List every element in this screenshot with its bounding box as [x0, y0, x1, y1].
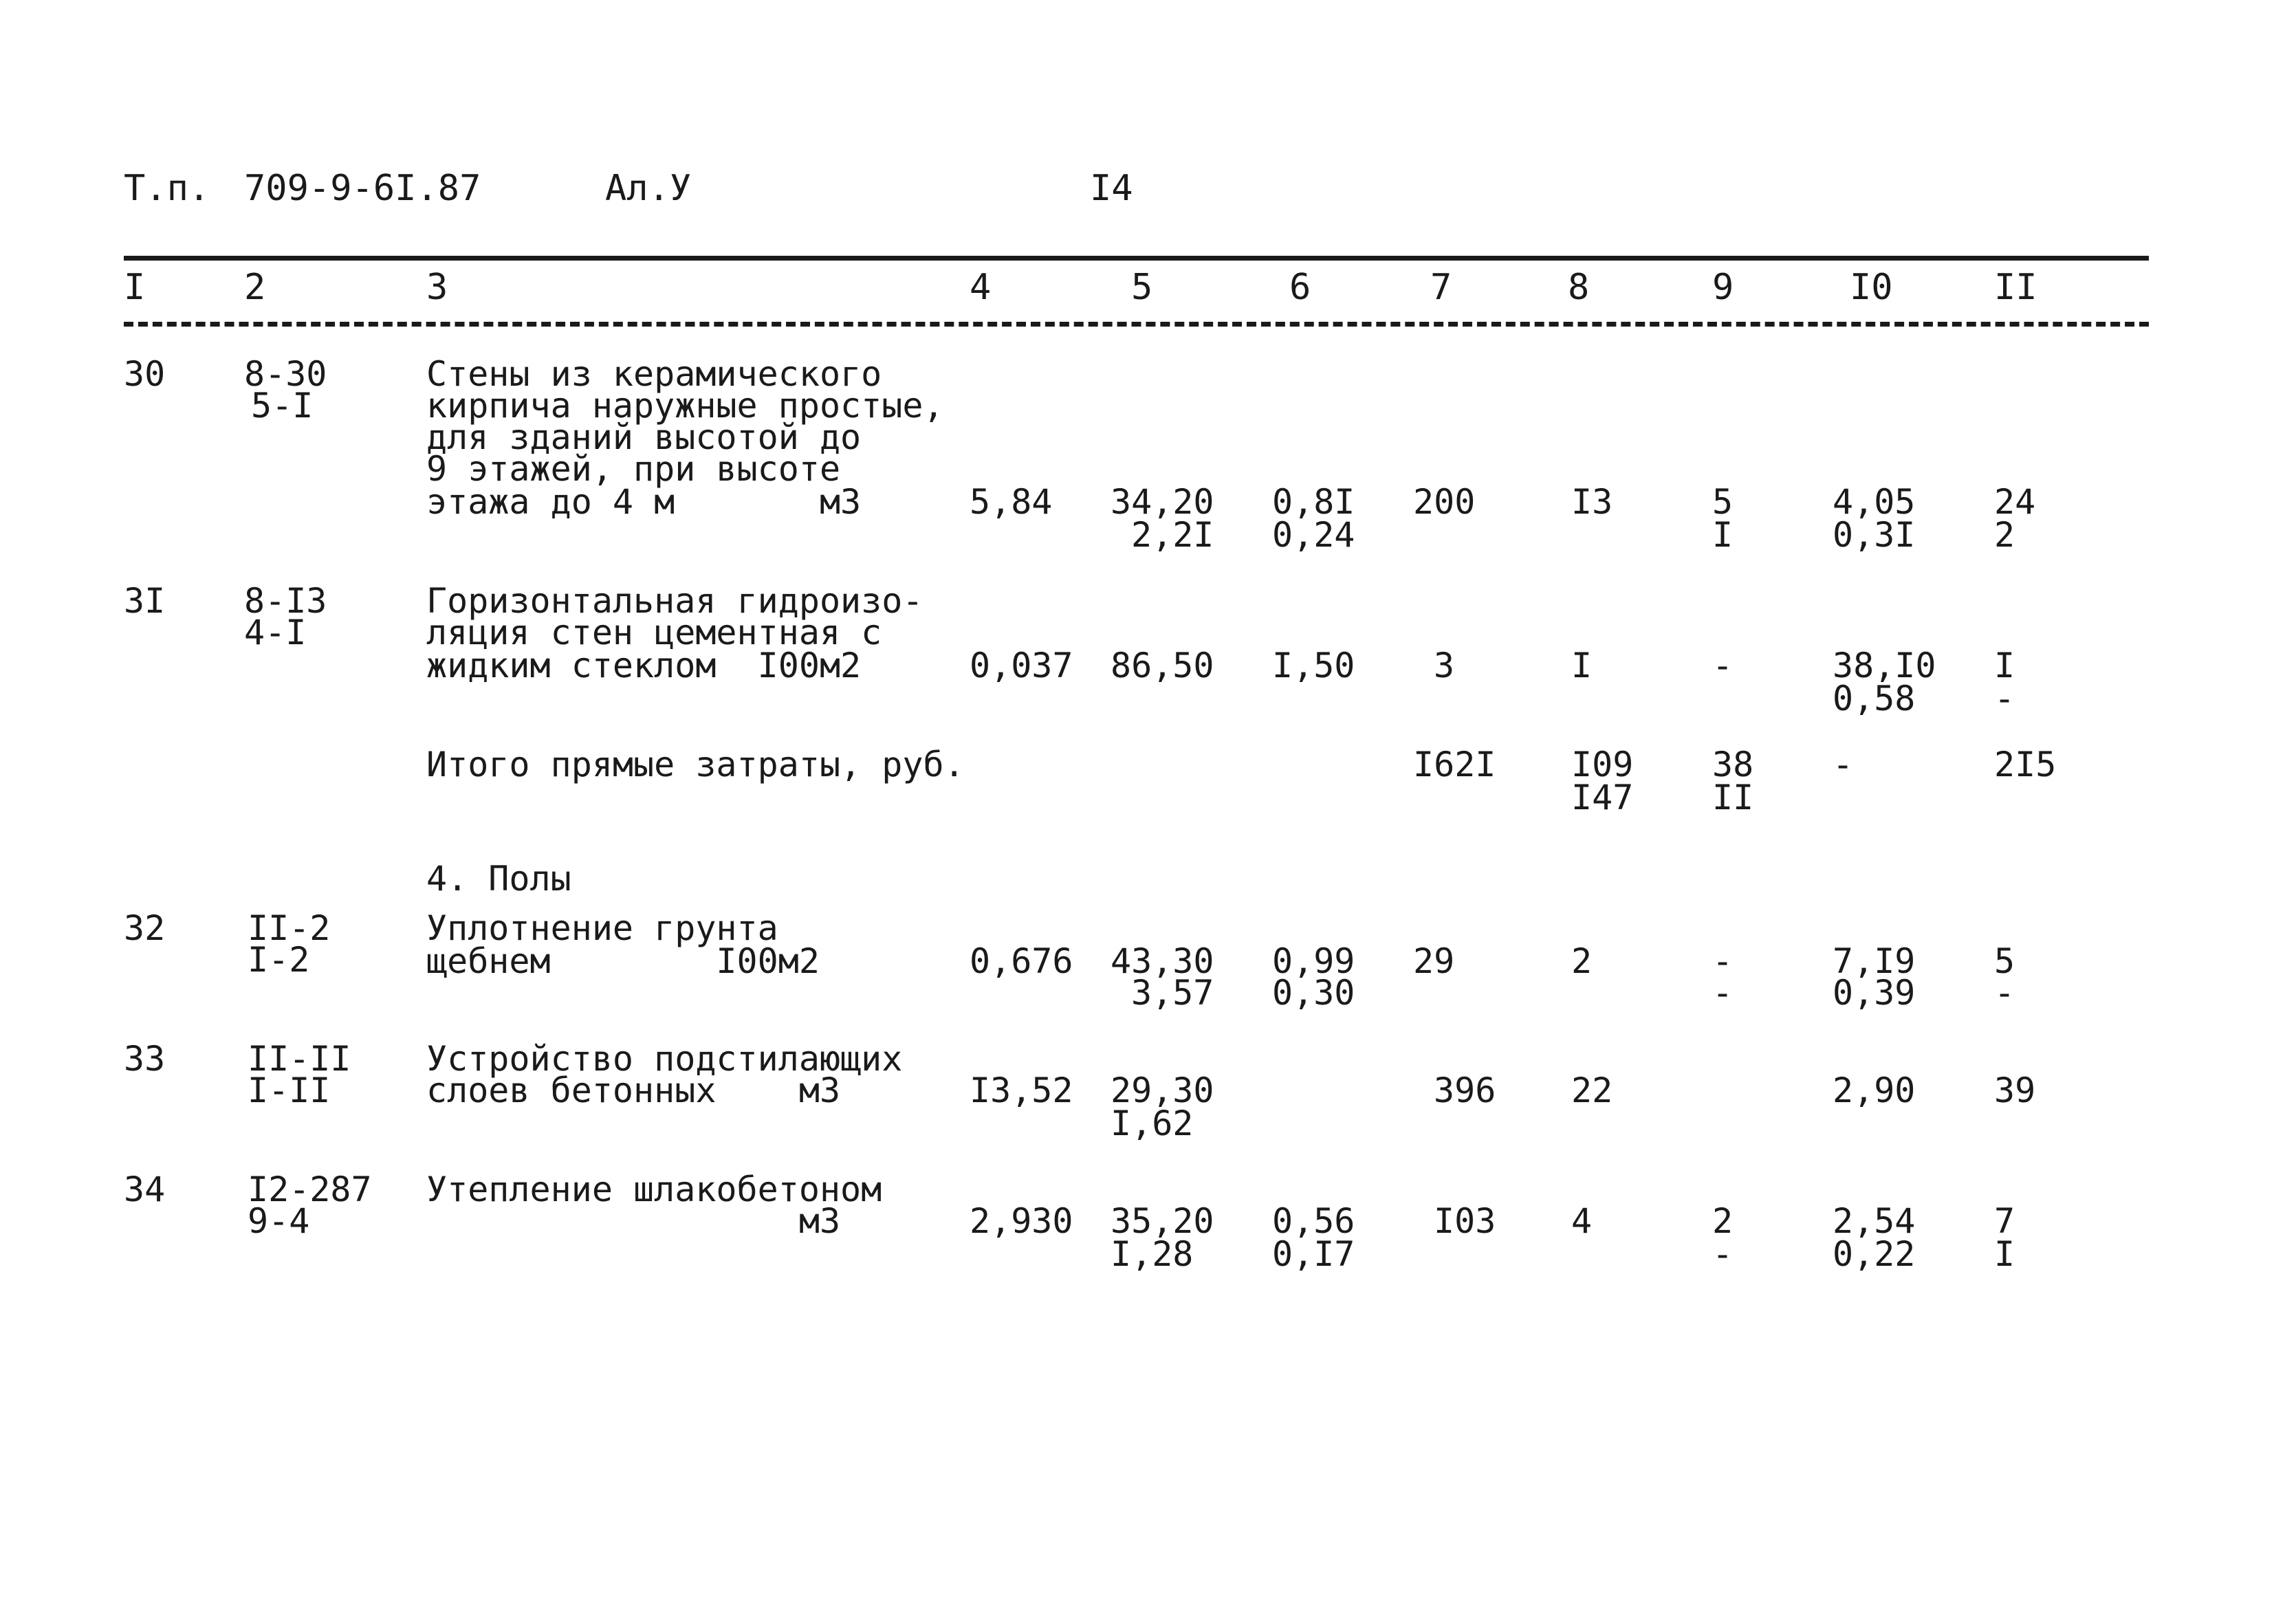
cell-c6: 0,8I: [1272, 482, 1355, 522]
col-9: 9: [1712, 267, 1734, 308]
cell-c10-sub: 0,22: [1833, 1234, 1916, 1274]
row-desc-line: слоев бетонных м3: [426, 1071, 841, 1110]
row-code-sub: I-2: [248, 940, 310, 980]
cell-c6-sub: 0,30: [1272, 973, 1355, 1013]
cell-c10-sub: 0,3I: [1833, 515, 1916, 555]
cell-c9-sub: I: [1712, 515, 1734, 555]
cell-c8: I3: [1571, 482, 1613, 522]
cell-c8: 4: [1571, 1201, 1593, 1241]
row-desc-line: Уплотнение грунта: [426, 908, 778, 948]
row-code: I2-287: [248, 1170, 372, 1209]
row-desc-line: кирпича наружные простые,: [426, 386, 944, 426]
row-desc-line: щебнем I00м2: [426, 941, 820, 981]
cell-c10: 38,I0: [1833, 646, 1936, 685]
cell-c5: 35,20: [1111, 1201, 1214, 1241]
cell-c10: 2,90: [1833, 1071, 1916, 1110]
cell-c11-sub: I: [1994, 1234, 2015, 1274]
cell-c10-sub: 0,39: [1833, 973, 1916, 1013]
row-desc-line: для зданий высотой до: [426, 417, 862, 457]
cell-c11: 7: [1994, 1201, 2015, 1241]
cell-c11: 5: [1994, 941, 2015, 981]
cell-c10: 4,05: [1833, 482, 1916, 522]
row-desc-line: жидким стеклом I00м2: [426, 646, 862, 685]
row-number: 34: [124, 1170, 166, 1209]
total-c7: I62I: [1413, 745, 1496, 784]
cell-c11: 24: [1994, 482, 2036, 522]
cell-c8: I: [1571, 646, 1593, 685]
row-desc-line: ляция стен цементная с: [426, 613, 882, 652]
cell-c6-sub: 0,24: [1272, 515, 1355, 555]
total-c8: I09: [1571, 745, 1634, 784]
cell-c11-sub: -: [1994, 679, 2015, 718]
col-4: 4: [970, 267, 992, 308]
row-desc-line: этажа до 4 м м3: [426, 482, 862, 522]
row-number: 30: [124, 354, 166, 394]
cell-c8: 2: [1571, 941, 1593, 981]
cell-c5: 29,30: [1111, 1071, 1214, 1110]
row-number: 3I: [124, 581, 166, 621]
cell-c11-sub: 2: [1994, 515, 2015, 555]
total-c8-sub: I47: [1571, 778, 1634, 818]
col-5: 5: [1131, 267, 1153, 308]
cell-c9: -: [1712, 646, 1734, 685]
cell-c4: 0,676: [970, 941, 1073, 981]
col-7: 7: [1430, 267, 1452, 308]
cell-c9-sub: -: [1712, 973, 1734, 1013]
cell-c4: 5,84: [970, 482, 1053, 522]
cell-c6: 0,56: [1272, 1201, 1355, 1241]
cell-c9: 5: [1712, 482, 1734, 522]
cell-c6: I,50: [1272, 646, 1355, 685]
col-6: 6: [1289, 267, 1311, 308]
cell-c8: 22: [1571, 1071, 1613, 1110]
cell-c11: I: [1994, 646, 2015, 685]
cell-c10: 7,I9: [1833, 941, 1916, 981]
section-title: 4. Полы: [426, 859, 571, 899]
cell-c4: I3,52: [970, 1071, 1073, 1110]
cell-c4: 2,930: [970, 1201, 1073, 1241]
row-code: 8-30: [244, 354, 327, 394]
cell-c10: 2,54: [1833, 1201, 1916, 1241]
cell-c5-sub: I,28: [1111, 1234, 1194, 1274]
row-code-sub: 4-I: [244, 613, 307, 652]
col-1: I: [124, 267, 146, 308]
cell-c7: 29: [1413, 941, 1455, 981]
col-3: 3: [426, 267, 448, 308]
total-c9: 38: [1712, 745, 1754, 784]
row-code: 8-I3: [244, 581, 327, 621]
col-10: I0: [1850, 267, 1893, 308]
cell-c11-sub: -: [1994, 973, 2015, 1013]
total-c9-sub: II: [1712, 778, 1754, 818]
row-code: II-II: [248, 1039, 351, 1079]
album-label: Ал.У: [605, 168, 692, 209]
top-rule: [124, 256, 2149, 261]
cell-c6-sub: 0,I7: [1272, 1234, 1355, 1274]
cell-c10-sub: 0,58: [1833, 679, 1916, 718]
row-number: 33: [124, 1039, 166, 1079]
row-desc-line: м3: [426, 1201, 841, 1241]
doc-type: Т.п.: [124, 168, 210, 209]
cell-c5: 86,50: [1111, 646, 1214, 685]
row-desc-line: Утепление шлакобетоном: [426, 1170, 882, 1209]
row-desc-line: Устройство подстилающих: [426, 1039, 903, 1079]
row-desc-line: Стены из керамического: [426, 354, 882, 394]
cell-c7: 3: [1434, 646, 1455, 685]
cell-c7: 396: [1434, 1071, 1496, 1110]
cell-c7: I03: [1434, 1201, 1496, 1241]
total-label: Итого прямые затраты, руб.: [426, 745, 965, 784]
page-number: I4: [1090, 168, 1133, 209]
row-code-sub: I-II: [248, 1071, 331, 1110]
cell-c5-sub: I,62: [1111, 1104, 1194, 1143]
header-rule: [124, 322, 2149, 327]
cell-c11: 39: [1994, 1071, 2036, 1110]
col-2: 2: [244, 267, 266, 308]
cell-c5-sub: 3,57: [1131, 973, 1214, 1013]
cell-c9: -: [1712, 941, 1734, 981]
cell-c9-sub: -: [1712, 1234, 1734, 1274]
cell-c4: 0,037: [970, 646, 1073, 685]
row-number: 32: [124, 908, 166, 948]
cell-c6: 0,99: [1272, 941, 1355, 981]
row-desc-line: Горизонтальная гидроизо-: [426, 581, 923, 621]
total-c10: -: [1833, 745, 1854, 784]
cell-c5: 43,30: [1111, 941, 1214, 981]
total-c11: 2I5: [1994, 745, 2057, 784]
cell-c5-sub: 2,2I: [1131, 515, 1214, 555]
row-code: II-2: [248, 908, 331, 948]
cell-c7: 200: [1413, 482, 1476, 522]
row-desc-line: 9 этажей, при высоте: [426, 449, 841, 489]
doc-number: 709-9-6I.87: [244, 168, 481, 209]
row-code-sub: 5-I: [251, 386, 314, 426]
col-11: II: [1994, 267, 2037, 308]
row-code-sub: 9-4: [248, 1201, 310, 1241]
cell-c5: 34,20: [1111, 482, 1214, 522]
cell-c9: 2: [1712, 1201, 1734, 1241]
col-8: 8: [1568, 267, 1590, 308]
